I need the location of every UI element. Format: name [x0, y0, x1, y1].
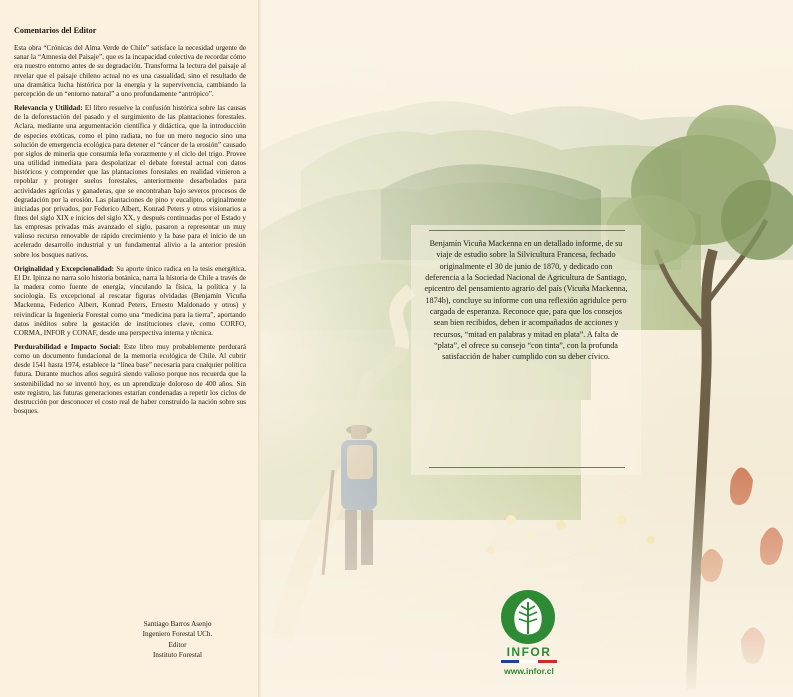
relevance-text: El libro resuelve la confusión histórica sobre las causas de la deforestación del pasado y el surgimiento de las plantaciones forestales. Aclara, mediante una argumentación científica y didáctica, que la introducción de especies exóticas, como el pino radiata, no fue un mero negocio sino una solución de emergencia ecológica para detener el “cáncer de la erosión” causado por siglos de minería que consumía leña vorazmente y el ciclo del trigo. Provee una utilidad inmediata para despolarizar el debate forestal actual con datos históricos y comprender que las plantaciones forestales en realidad vinieron a repoblar y proteger suelos forestales, anteriormente desarbolados para actividades agrícolas y ganaderas, que se encontraban bajo severos procesos de degradación por la erosión. Las plantaciones de pino y eucalipto, originalmente iniciadas por privados, por Federico Albert, Konrad Peters y otros visionarios a fines del siglo XIX e inicios del siglo XX, y después continuadas por el Estado y las empresas privadas más avanzado el siglo, pasaron a representar un muy valioso recurso renovable de rápido crecimiento y la base para el inicio de un acelerado desarrollo industrial y un fundamental alivio a la anterior presión sobre los bosques nativos. [14, 104, 246, 259]
infor-wordmark: INFOR [506, 645, 552, 659]
editor-comments-text [14, 26, 246, 421]
relevance-heading: Relevancia y Utilidad: [14, 104, 83, 113]
paragraph-originality [14, 265, 246, 338]
editor-signature [110, 619, 245, 661]
signature-name: Santiago Barros Asenjo [143, 620, 212, 628]
paragraph-intro: Esta obra “Crónicas del Alma Verde de Chile” satisface la necesidad urgente de sanar la “Amnesia del Paisaje”, que es la incapacidad colectiva de recordar cómo era nuestro entorno antes de su degradación. Transforma la lectura del paisaje al revelar que el paisaje chileno actual no es una casualidad, sino el resultado de una dramática lucha histórica por la energía y la supervivencia, cambiando la percepción de un “entorno natural” a uno profundamente “antrópico”. [14, 44, 246, 98]
infor-tree-leaf-icon [501, 590, 555, 644]
originality-heading: Originalidad y Excepcionalidad: [14, 264, 115, 273]
durability-heading: Perdurabilidad e Impacto Social: [14, 343, 121, 351]
signature-institution: Instituto Forestal [153, 651, 202, 660]
flag-stripe [501, 660, 557, 663]
originality-text: Su aporte único radica en la tesis energética. El Dr. Ipinza no narra solo historia botánica, narra la historia de Chile a través de la madera como fuente de energía, vinculando la física, la política y la sociología. Es excepcional al rescatar figuras olvidadas (Benjamín Vicuña Mackenna, Federico Albert, Konrad Peters, Ernesto Maldonado y otros) y reivindicar la Ingeniería Forestal como una “medicina para la tierra”, aportando datos inéditos sobre la gestación de instituciones clave, como CORFO, CORMA, INFOR y CONAF, desde una perspectiva interna y técnica. [14, 264, 246, 337]
editor-comments-heading: Comentarios del Editor [14, 26, 97, 35]
signature-title: Ingeniero Forestal UCh. [142, 630, 213, 639]
quote-divider-bottom [429, 467, 625, 468]
infor-website[interactable]: www.infor.cl [504, 666, 554, 676]
vicuna-mackenna-quote: Benjamín Vicuña Mackenna en un detallado informe, de su viaje de estudio sobre la Silvicultura Francesa, fechado originalmente el 30 de junio de 1870, y dedicado con deferencia a la Sociedad Nacional de Agricultura de Santiago, epicentro del pensamiento agrario del país (Vicuña Mackenna, 1874b), concluye su informe con una reflexión agridulce pero cargada de esperanza. Reconoce que, para que los consejos sean bien recibidos, deben ir acompañados de acciones y recursos, “mitad en palabras y mitad en plata”. A falta de “plata”, el ofrece su consejo “con tinta”, con la profunda satisfacción de haber cumplido con su deber cívico. [424, 239, 628, 362]
paragraph-durability [14, 343, 246, 416]
quote-divider-top [429, 230, 625, 231]
paragraph-relevance [14, 104, 246, 260]
signature-role: Editor [168, 640, 187, 649]
cover-illustration-panel [261, 0, 793, 697]
durability-text: Este libro muy probablemente perdurará como un documento fundacional de la memoria ecológica de Chile. Al cubrir desde 1541 hasta 1974, establece la “línea base” necesaria para cualquier política futura. Durante muchos años seguirá siendo valioso porque nos recuerda que la sostenibilidad no se inventó hoy, es un aprendizaje doloroso de 400 años. Sin este registro, las futuras generaciones estarían condenadas a repetir los ciclos de destrucción por desconocer el costo real de haber construido la nación sobre sus bosques. [14, 343, 246, 416]
infor-logo [493, 590, 565, 680]
editor-comments-panel [0, 0, 258, 697]
